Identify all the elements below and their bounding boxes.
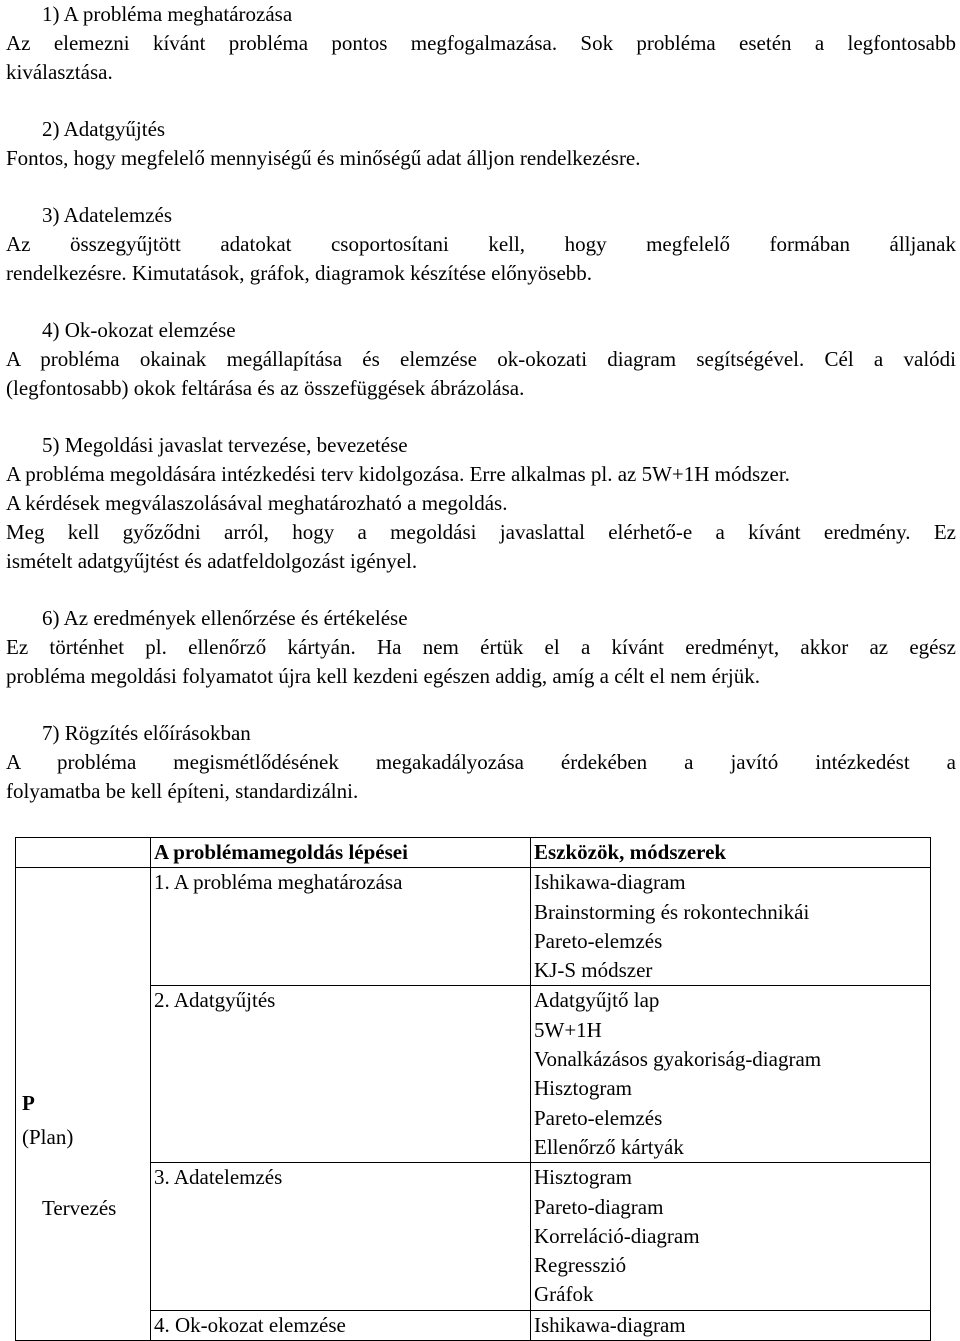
section-1 xyxy=(6,0,956,87)
tool-item: Ishikawa-diagram xyxy=(534,1312,686,1337)
tool-item: Pareto-elemzés xyxy=(534,928,663,953)
tool-item: Brainstorming és rokontechnikái xyxy=(534,899,810,924)
step-cell xyxy=(151,1163,531,1310)
text-line: folyamatba be kell építeni, standardizálni. xyxy=(6,779,359,803)
tool-item: Pareto-elemzés xyxy=(534,1105,663,1130)
table-row xyxy=(16,1310,931,1340)
text-line: A probléma megoldására intézkedési terv kidolgozása. Erre alkalmas pl. az 5W+1H módszer. xyxy=(6,462,790,486)
section-heading: 4) Ok-okozat elemzése xyxy=(42,318,236,342)
phase-cell xyxy=(16,868,151,1341)
section-2 xyxy=(6,115,956,173)
tool-item: Regresszió xyxy=(534,1253,627,1278)
table-row xyxy=(16,868,931,986)
tool-item: Pareto-diagram xyxy=(534,1194,664,1219)
text-line: ismételt adatgyűjtést és adatfeldolgozást igényel. xyxy=(6,549,418,573)
section-heading: 2) Adatgyűjtés xyxy=(42,117,166,141)
section-4 xyxy=(6,316,956,403)
tools-cell xyxy=(531,986,931,1163)
tool-item: Ishikawa-diagram xyxy=(534,870,686,895)
text-line: A probléma okainak megállapítása és elemzése ok-okozati diagram segítségével. Cél a valódi xyxy=(6,347,956,371)
section-heading: 1) A probléma meghatározása xyxy=(42,2,293,26)
tool-item: 5W+1H xyxy=(534,1017,602,1042)
section-body xyxy=(6,345,956,403)
step-label: 4. Ok-okozat elemzése xyxy=(154,1312,346,1337)
section-body xyxy=(6,230,956,288)
tool-item: Gráfok xyxy=(534,1282,594,1307)
section-heading: 6) Az eredmények ellenőrzése és értékelése xyxy=(42,606,408,630)
section-body xyxy=(6,633,956,691)
section-5 xyxy=(6,431,956,576)
text-line: probléma megoldási folyamatot újra kell kezdeni egészen addig, amíg a célt el nem érjük. xyxy=(6,664,760,688)
tool-item: Korreláció-diagram xyxy=(534,1223,700,1248)
text-line: Fontos, hogy megfelelő mennyiségű és minőségű adat álljon rendelkezésre. xyxy=(6,146,641,170)
section-body xyxy=(6,460,956,576)
table-header-row xyxy=(16,838,931,868)
tools-cell xyxy=(531,1310,931,1340)
text-line: A probléma megismétlődésének megakadályozása érdekében a javító intézkedést a xyxy=(6,750,956,774)
section-body xyxy=(6,29,956,87)
tool-item: KJ-S módszer xyxy=(534,958,653,983)
text-line: Meg kell győződni arról, hogy a megoldási javaslattal elérhető-e a kívánt eredmény. Ez xyxy=(6,520,956,544)
phase-label-group xyxy=(22,1086,116,1225)
phase-label: Tervezés xyxy=(42,1196,117,1221)
empty-header-cell xyxy=(16,838,151,868)
tool-item: Ellenőrző kártyák xyxy=(534,1134,684,1159)
step-cell xyxy=(151,1310,531,1340)
section-3 xyxy=(6,201,956,288)
text-line: rendelkezésre. Kimutatások, gráfok, diagramok készítése előnyösebb. xyxy=(6,261,593,285)
tool-item: Adatgyűjtő lap xyxy=(534,988,660,1013)
section-body xyxy=(6,748,956,806)
section-heading: 5) Megoldási javaslat tervezése, bevezetése xyxy=(42,433,408,457)
tool-item: Hisztogram xyxy=(534,1076,632,1101)
document-page xyxy=(6,0,956,806)
section-heading: 3) Adatelemzés xyxy=(42,203,173,227)
header-tools: Eszközök, módszerek xyxy=(531,838,931,868)
section-7 xyxy=(6,719,956,806)
text-line: A kérdések megválaszolásával meghatározható a megoldás. xyxy=(6,491,508,515)
phase-letter: P xyxy=(22,1091,35,1116)
phase-name: (Plan) xyxy=(22,1125,74,1150)
step-label: 2. Adatgyűjtés xyxy=(154,988,276,1013)
step-cell xyxy=(151,986,531,1163)
table-row xyxy=(16,986,931,1163)
tool-item: Hisztogram xyxy=(534,1165,632,1190)
text-line: kiválasztása. xyxy=(6,60,113,84)
step-label: 3. Adatelemzés xyxy=(154,1165,283,1190)
pdca-steps-table xyxy=(15,837,931,1341)
tool-item: Vonalkázásos gyakoriság-diagram xyxy=(534,1047,822,1072)
step-cell xyxy=(151,868,531,986)
header-steps: A problémamegoldás lépései xyxy=(151,838,531,868)
tools-cell xyxy=(531,868,931,986)
pdca-table-wrapper xyxy=(15,837,931,1341)
table-row xyxy=(16,1163,931,1310)
section-heading: 7) Rögzítés előírásokban xyxy=(42,721,251,745)
section-6 xyxy=(6,604,956,691)
section-body xyxy=(6,144,956,173)
tools-cell xyxy=(531,1163,931,1310)
text-line: Az összegyűjtött adatokat csoportosítani kell, hogy megfelelő formában álljanak xyxy=(6,232,956,256)
text-line: Ez történhet pl. ellenőrző kártyán. Ha nem értük el a kívánt eredményt, akkor az egész xyxy=(6,635,956,659)
text-line: Az elemezni kívánt probléma pontos megfogalmazása. Sok probléma esetén a legfontosabb xyxy=(6,31,956,55)
step-label: 1. A probléma meghatározása xyxy=(154,870,403,895)
text-line: (legfontosabb) okok feltárása és az összefüggések ábrázolása. xyxy=(6,376,525,400)
